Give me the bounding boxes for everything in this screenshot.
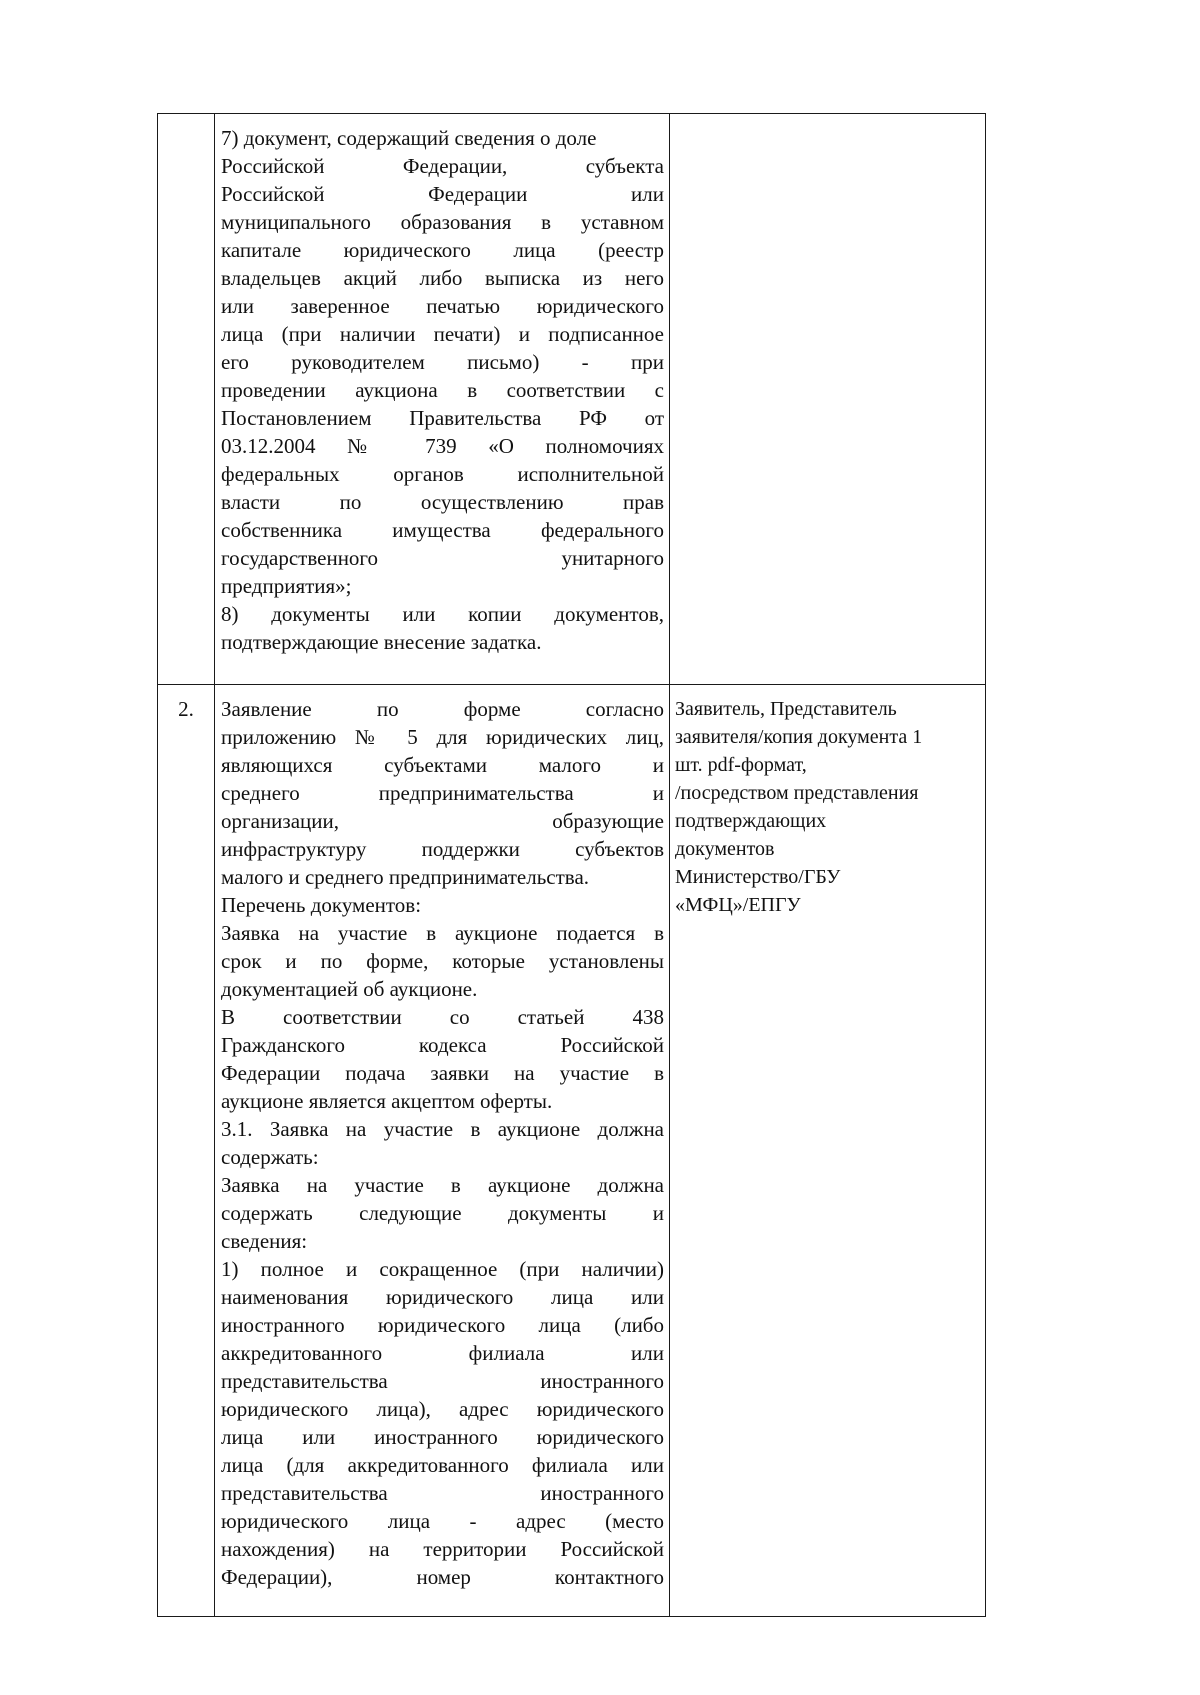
text-line: Заявка на участие в аукционе должна: [221, 1173, 664, 1197]
text-line: 8) документы или копии документов,: [221, 602, 664, 626]
document-list-text: [221, 695, 664, 1591]
table-row: [158, 114, 986, 685]
text-line: предприятия»;: [221, 574, 352, 598]
row-number-cell: [158, 685, 215, 1617]
text-line: Заявка на участие в аукционе подается в: [221, 921, 664, 945]
text-line: 03.12.2004 № 739 «О полномочиях: [221, 434, 664, 458]
text-line: являющихся субъектами малого и: [221, 753, 664, 777]
submitter-info-text: [675, 695, 981, 919]
text-line: его руководителем письмо) - при: [221, 350, 664, 374]
text-line: подтверждающие внесение задатка.: [221, 630, 542, 654]
info-line: заявителя/копия документа 1: [675, 726, 923, 748]
text-line: юридического лица), адрес юридического: [221, 1397, 664, 1421]
text-line: 7) документ, содержащий сведения о доле: [221, 126, 597, 150]
info-line: подтверждающих: [675, 810, 827, 832]
text-line: документацией об аукционе.: [221, 977, 478, 1001]
text-line: владельцев акций либо выписка из него: [221, 266, 664, 290]
text-line: Заявление по форме согласно: [221, 697, 664, 721]
text-line: среднего предпринимательства и: [221, 781, 664, 805]
text-line: сведения:: [221, 1229, 308, 1253]
info-line: Министерство/ГБУ: [675, 866, 841, 888]
text-line: аукционе является акцептом оферты.: [221, 1089, 553, 1113]
text-line: собственника имущества федерального: [221, 518, 664, 542]
text-line: лица (при наличии печати) и подписанное: [221, 322, 664, 346]
text-line: проведении аукциона в соответствии с: [221, 378, 664, 402]
text-line: Перечень документов:: [221, 893, 422, 917]
document-list-cell: [215, 685, 670, 1617]
row-number: 2.: [178, 697, 194, 721]
text-line: иностранного юридического лица (либо: [221, 1313, 664, 1337]
text-line: Федерации подача заявки на участие в: [221, 1061, 664, 1085]
document-table: [157, 113, 986, 1617]
text-line: аккредитованного филиала или: [221, 1341, 664, 1365]
info-line: шт. pdf-формат,: [675, 754, 807, 776]
submitter-info-cell: [670, 685, 986, 1617]
text-line: Постановлением Правительства РФ от: [221, 406, 664, 430]
text-line: или заверенное печатью юридического: [221, 294, 664, 318]
text-line: срок и по форме, которые установлены: [221, 949, 664, 973]
text-line: Российской Федерации, субъекта: [221, 154, 664, 178]
text-line: государственного унитарного: [221, 546, 664, 570]
text-line: 3.1. Заявка на участие в аукционе должна: [221, 1117, 664, 1141]
text-line: представительства иностранного: [221, 1369, 664, 1393]
row-number-cell: [158, 114, 215, 685]
text-line: федеральных органов исполнительной: [221, 462, 664, 486]
text-line: В соответствии со статьей 438: [221, 1005, 664, 1029]
text-line: лица или иностранного юридического: [221, 1425, 664, 1449]
table-row: [158, 685, 986, 1617]
text-line: наименования юридического лица или: [221, 1285, 664, 1309]
text-line: власти по осуществлению прав: [221, 490, 664, 514]
text-line: малого и среднего предпринимательства.: [221, 865, 590, 889]
text-line: организации, образующие: [221, 809, 664, 833]
info-line: «МФЦ»/ЕПГУ: [675, 894, 801, 916]
info-line: /посредством представления: [675, 782, 919, 804]
text-line: муниципального образования в уставном: [221, 210, 664, 234]
text-line: инфраструктуру поддержки субъектов: [221, 837, 664, 861]
text-line: содержать следующие документы и: [221, 1201, 664, 1225]
text-line: содержать:: [221, 1145, 319, 1169]
info-line: Заявитель, Представитель: [675, 698, 897, 720]
text-line: Российской Федерации или: [221, 182, 664, 206]
text-line: Федерации), номер контактного: [221, 1565, 664, 1589]
text-line: представительства иностранного: [221, 1481, 664, 1505]
document-list-text: [221, 124, 664, 656]
text-line: нахождения) на территории Российской: [221, 1537, 664, 1561]
text-line: Гражданского кодекса Российской: [221, 1033, 664, 1057]
text-line: капитале юридического лица (реестр: [221, 238, 664, 262]
document-list-cell: [215, 114, 670, 685]
text-line: лица (для аккредитованного филиала или: [221, 1453, 664, 1477]
text-line: приложению № 5 для юридических лиц,: [221, 725, 664, 749]
info-line: документов: [675, 838, 775, 860]
text-line: юридического лица - адрес (место: [221, 1509, 664, 1533]
text-line: 1) полное и сокращенное (при наличии): [221, 1257, 664, 1281]
submitter-info-cell: [670, 114, 986, 685]
